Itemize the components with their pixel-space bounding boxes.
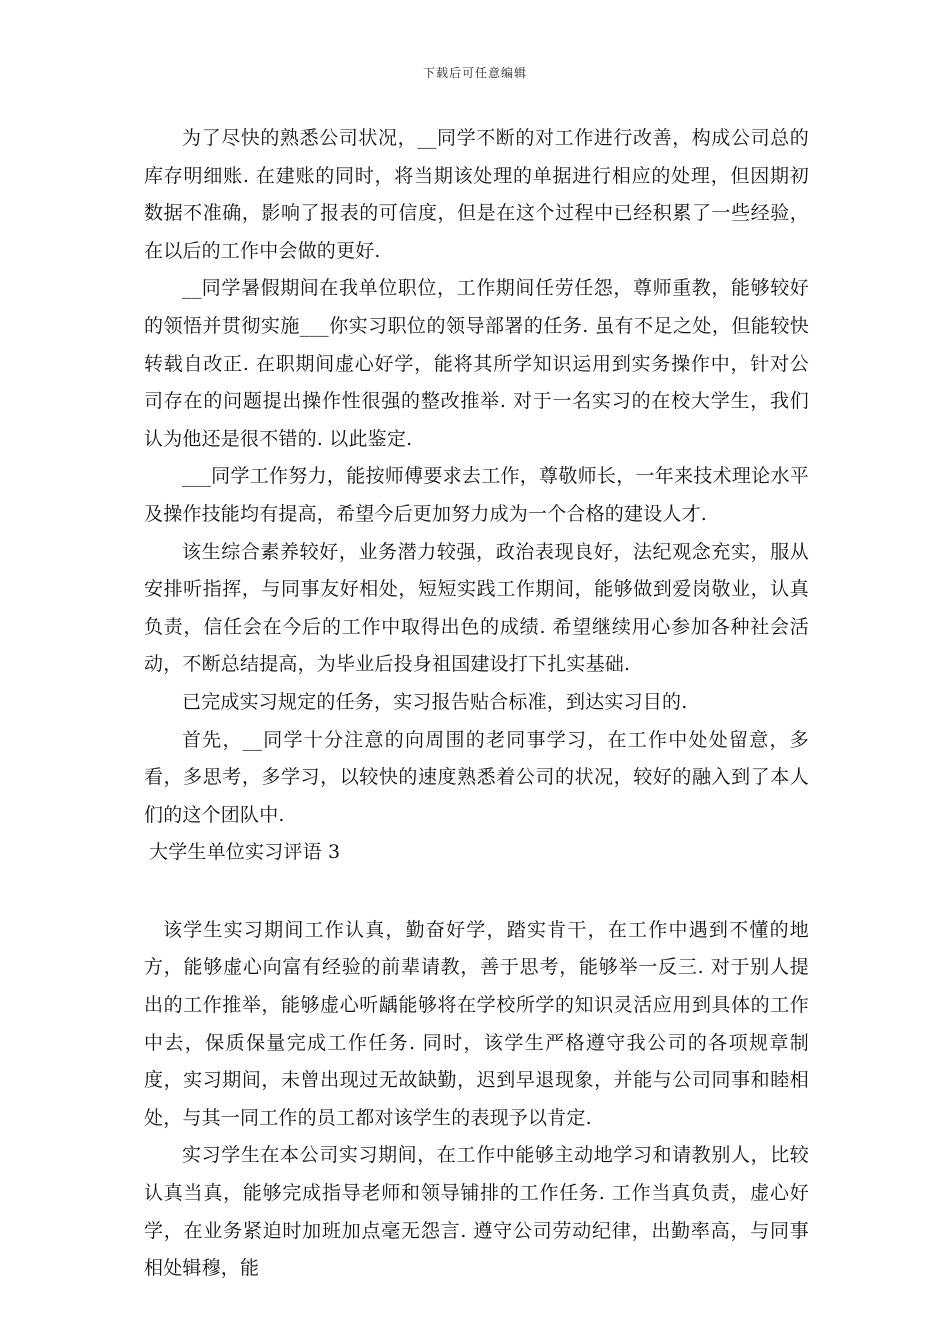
document-body (144, 120, 809, 1288)
section-gap (144, 872, 809, 912)
page-header: 下载后可任意编辑 (422, 66, 527, 80)
paragraph-3: ___同学工作努力，能按师傅要求去工作，尊敬师长，一年来技术理论水平及操作技能均有提高，希望今后更加努力成为一个合格的建设人才. (144, 465, 809, 525)
section-heading: 大学生单位实习评语 3 (149, 841, 341, 864)
paragraph-7: 该学生实习期间工作认真，勤奋好学，踏实肯干，在工作中遇到不懂的地方，能够虚心向富有经验的前辈请教，善于思考，能够举一反三. 对于别人提出的工作推举，能够虚心听龋能够将在学校所学的知识灵活应用到具体的工作中去，保质保量完成工作任务. 同时，该学生严格遵守我公司的各项规章制度，实习期间，未曾出现过无故缺勤，迟到早退现象，并能与公司同事和睦相处，与其一同工作的员工都对该学生的表现予以肯定. (144, 918, 809, 1129)
paragraph-2: __同学暑假期间在我单位职位，工作期间任劳任怨，尊师重教，能够较好的领悟并贯彻实施___你实习职位的领导部署的任务. 虽有不足之处，但能较快转载自改正. 在职期间虚心好学，能将其所学知识运用到实务操作中，针对公司存在的问题提出操作性很强的整改推举. 对于一名实习的在校大学生，我们认为他还是很不错的. 以此鉴定. (144, 277, 809, 450)
paragraph-8: 实习学生在本公司实习期间，在工作中能够主动地学习和请教别人，比较认真当真，能够完成指导老师和领导铺排的工作任务. 工作当真负责，虚心好学，在业务紧迫时加班加点毫无怨言. 遵守公司劳动纪律，出勤率高，与同事相处辑穆，能 (144, 1144, 809, 1280)
paragraph-4: 该生综合素养较好，业务潜力较强，政治表现良好，法纪观念充实，服从安排听指挥，与同事友好相处，短短实践工作期间，能够做到爱岗敬业，认真负责，信任会在今后的工作中取得出色的成绩. 希望继续用心参加各种社会活动，不断总结提高，为毕业后投身祖国建设打下扎实基础. (144, 540, 809, 676)
paragraph-6: 首先，__同学十分注意的向周围的老同事学习，在工作中处处留意，多看，多思考，多学习，以较快的速度熟悉着公司的状况，较好的融入到了本人们的这个团队中. (144, 728, 809, 826)
paragraph-5: 已完成实习规定的任务，实习报告贴合标准，到达实习目的. (182, 690, 688, 713)
paragraph-1: 为了尽快的熟悉公司状况，__同学不断的对工作进行改善，构成公司总的库存明细账. 在建账的同时，将当期该处理的单据进行相应的处理，但因期初数据不准确，影响了报表的可信度，但是在这个过程中已经积累了一些经验，在以后的工作中会做的更好. (144, 127, 809, 262)
